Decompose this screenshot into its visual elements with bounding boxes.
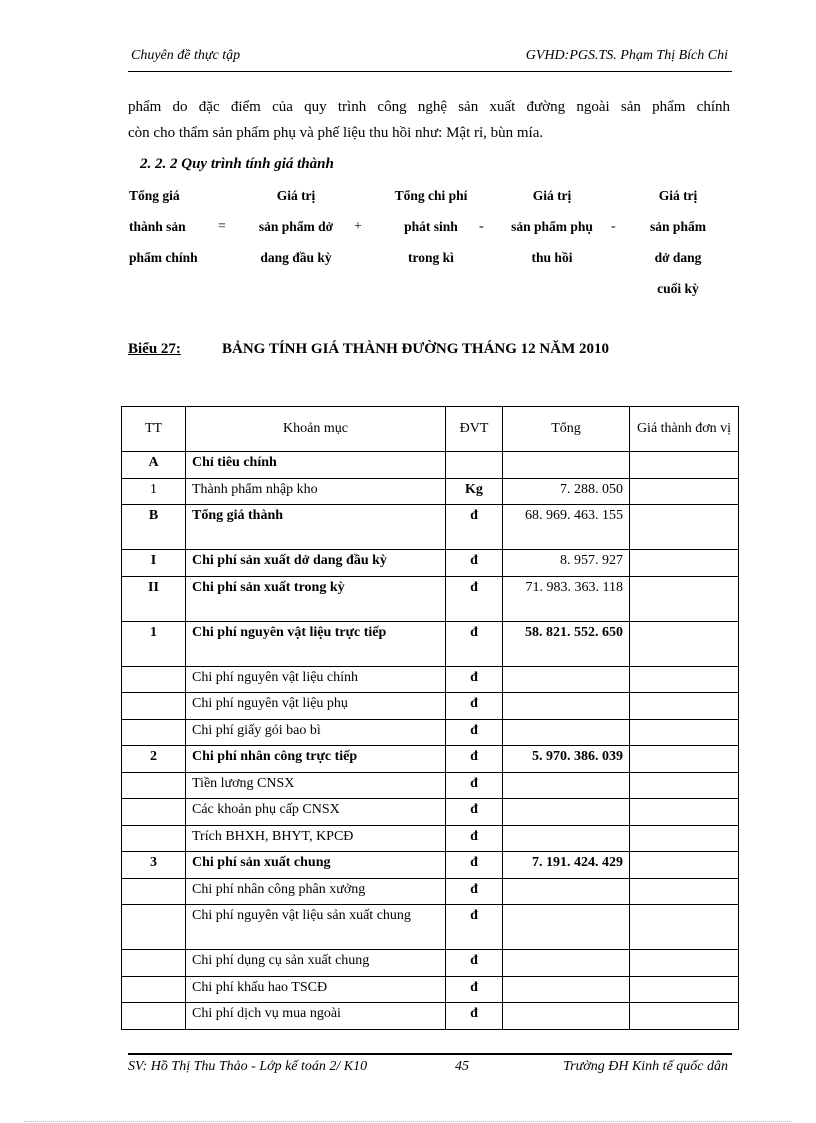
cell-total: [503, 666, 630, 693]
cell-tt: II: [122, 576, 186, 621]
cell-unit-cost: [630, 452, 739, 479]
footer-divider: [128, 1053, 732, 1055]
cell-item: Chi phí nguyên vật liệu phụ: [186, 693, 446, 720]
footer-student: SV: Hồ Thị Thu Thảo - Lớp kế toán 2/ K10: [128, 1059, 368, 1074]
cell-unit-cost: [630, 878, 739, 905]
cell-unit-cost: [630, 825, 739, 852]
cell-tt: [122, 976, 186, 1003]
table-caption: [128, 341, 609, 358]
formula-text: sản phẩm phụ: [511, 219, 593, 234]
header-unit: ĐVT: [446, 407, 503, 452]
cell-unit-cost: [630, 772, 739, 799]
cell-tt: [122, 878, 186, 905]
cell-unit: đ: [446, 825, 503, 852]
cell-tt: [122, 693, 186, 720]
table-row: [122, 825, 739, 852]
cell-tt: [122, 772, 186, 799]
cell-item: Chi phí giấy gói bao bì: [186, 719, 446, 746]
body-paragraph: [128, 94, 730, 146]
cell-total: [503, 905, 630, 950]
table-row: [122, 772, 739, 799]
caption-label: Biểu 27:: [128, 341, 181, 357]
formula-term-opening-wip: [248, 188, 344, 281]
formula-term-total-cost: [129, 188, 198, 281]
table-row: [122, 905, 739, 950]
formula-text: sản phẩm dở: [258, 219, 334, 234]
cell-tt: 3: [122, 852, 186, 879]
cell-total: 71. 983. 363. 118: [503, 576, 630, 621]
formula-text: Giá trị: [658, 188, 698, 203]
cell-unit: đ: [446, 693, 503, 720]
cell-tt: I: [122, 550, 186, 577]
cell-item: Chi phí nhân công phân xưởng: [186, 878, 446, 905]
formula-operator: -: [611, 219, 616, 234]
formula-text: thành sản: [129, 219, 186, 234]
table-row: [122, 621, 739, 666]
formula-term-closing-wip: [640, 188, 716, 312]
cell-unit-cost: [630, 576, 739, 621]
cell-unit: đ: [446, 666, 503, 693]
cell-total: 68. 969. 463. 155: [503, 505, 630, 550]
cell-total: [503, 452, 630, 479]
cell-unit: đ: [446, 746, 503, 773]
cell-unit: đ: [446, 505, 503, 550]
cell-item: Chi phí khấu hao TSCĐ: [186, 976, 446, 1003]
cell-unit: đ: [446, 852, 503, 879]
header-tt: TT: [122, 407, 186, 452]
cell-unit-cost: [630, 976, 739, 1003]
cell-unit: đ: [446, 799, 503, 826]
cell-tt: A: [122, 452, 186, 479]
cell-total: [503, 950, 630, 977]
cell-total: [503, 825, 630, 852]
cell-unit: đ: [446, 576, 503, 621]
cell-total: [503, 799, 630, 826]
cell-unit: [446, 452, 503, 479]
cell-tt: [122, 1003, 186, 1030]
cell-item: Chi phí nguyên vật liệu sản xuất chung: [186, 905, 446, 950]
cell-total: [503, 719, 630, 746]
cell-item: Các khoản phụ cấp CNSX: [186, 799, 446, 826]
cell-item: Trích BHXH, BHYT, KPCĐ: [186, 825, 446, 852]
table-header-row: [122, 407, 739, 452]
cell-unit-cost: [630, 505, 739, 550]
cell-tt: [122, 719, 186, 746]
formula-text: Tổng chi phí: [394, 188, 468, 203]
cell-unit: đ: [446, 905, 503, 950]
header-left: Chuyên đề thực tập: [131, 48, 241, 63]
cell-item: Chi phí dụng cụ sản xuất chung: [186, 950, 446, 977]
table-row: [122, 505, 739, 550]
formula-operator: -: [479, 219, 484, 234]
cell-unit: đ: [446, 976, 503, 1003]
cell-unit: đ: [446, 878, 503, 905]
formula-text: thu hồi: [531, 250, 573, 265]
table-row: [122, 719, 739, 746]
cell-item: Chi phí sản xuất chung: [186, 852, 446, 879]
table-row: [122, 878, 739, 905]
header-unit-cost: Giá thành đơn vị: [630, 407, 739, 452]
cell-total: [503, 976, 630, 1003]
table-row: [122, 666, 739, 693]
formula-text: dang đầu kỳ: [260, 250, 332, 265]
cell-unit: Kg: [446, 478, 503, 505]
cell-total: 58. 821. 552. 650: [503, 621, 630, 666]
formula-term-period-cost: [384, 188, 478, 281]
cell-total: 7. 288. 050: [503, 478, 630, 505]
cell-item: Chi phí dịch vụ mua ngoài: [186, 1003, 446, 1030]
cell-unit: đ: [446, 719, 503, 746]
cell-unit: đ: [446, 772, 503, 799]
cell-total: 7. 191. 424. 429: [503, 852, 630, 879]
cell-tt: [122, 799, 186, 826]
table-row: [122, 1003, 739, 1030]
table-body: [122, 452, 739, 1030]
cell-unit-cost: [630, 621, 739, 666]
cell-tt: [122, 666, 186, 693]
table-row: [122, 693, 739, 720]
formula-text: cuối kỳ: [657, 281, 699, 296]
paragraph-line: còn cho thẩm sản phẩm phụ và phế liệu thu hồi như: Mật rỉ, bùn mía.: [128, 125, 544, 141]
header-total: Tổng: [503, 407, 630, 452]
cell-tt: [122, 905, 186, 950]
cell-item: Tiền lương CNSX: [186, 772, 446, 799]
cell-tt: [122, 950, 186, 977]
cell-unit-cost: [630, 550, 739, 577]
cell-unit: đ: [446, 950, 503, 977]
cell-unit-cost: [630, 693, 739, 720]
cell-total: [503, 693, 630, 720]
cell-unit-cost: [630, 799, 739, 826]
cell-item: Thành phẩm nhập kho: [186, 478, 446, 505]
page-edge: [24, 1121, 792, 1122]
cell-tt: 2: [122, 746, 186, 773]
table-row: [122, 550, 739, 577]
table-row: [122, 852, 739, 879]
cell-tt: 1: [122, 478, 186, 505]
cell-item: Tổng giá thành: [186, 505, 446, 550]
table-row: [122, 950, 739, 977]
formula-text: phẩm chính: [129, 250, 198, 265]
section-title: 2. 2. 2 Quy trình tính giá thành: [140, 156, 334, 172]
cell-total: [503, 772, 630, 799]
table-row: [122, 799, 739, 826]
cell-unit-cost: [630, 719, 739, 746]
cell-unit-cost: [630, 666, 739, 693]
cell-total: 5. 970. 386. 039: [503, 746, 630, 773]
cell-tt: 1: [122, 621, 186, 666]
cell-total: 8. 957. 927: [503, 550, 630, 577]
header-item: Khoản mục: [186, 407, 446, 452]
cell-tt: [122, 825, 186, 852]
cell-item: Chi phí nguyên vật liệu trực tiếp: [186, 621, 446, 666]
formula-term-byproduct: [500, 188, 604, 281]
formula-operator: =: [218, 219, 226, 234]
cost-table: [121, 406, 739, 1030]
formula-text: Giá trị: [532, 188, 572, 203]
page-number: 45: [455, 1059, 469, 1074]
table-row: [122, 478, 739, 505]
header-divider: [128, 71, 732, 72]
formula-text: Tổng giá: [129, 188, 180, 203]
paragraph-line: phẩm do đặc điểm của quy trình công nghệ sản xuất đường ngoài sản phẩm chính: [128, 99, 730, 115]
formula-text: trong kì: [408, 250, 454, 265]
cell-unit: đ: [446, 550, 503, 577]
caption-title: BẢNG TÍNH GIÁ THÀNH ĐƯỜNG THÁNG 12 NĂM 2010: [222, 341, 609, 357]
cell-unit-cost: [630, 1003, 739, 1030]
cell-unit-cost: [630, 478, 739, 505]
cell-tt: B: [122, 505, 186, 550]
table-row: [122, 746, 739, 773]
cell-unit: đ: [446, 621, 503, 666]
cell-unit-cost: [630, 905, 739, 950]
cell-total: [503, 1003, 630, 1030]
formula-operator: +: [354, 219, 362, 234]
cell-item: Chi phí nhân công trực tiếp: [186, 746, 446, 773]
footer-school: Trường ĐH Kinh tế quốc dân: [563, 1059, 728, 1074]
header-right: GVHD:PGS.TS. Phạm Thị Bích Chi: [525, 48, 728, 63]
cell-item: Chi phí nguyên vật liệu chính: [186, 666, 446, 693]
cell-item: Chi phí sản xuất dở dang đầu kỳ: [186, 550, 446, 577]
formula-text: dở dang: [654, 250, 702, 265]
cell-total: [503, 878, 630, 905]
cell-unit-cost: [630, 852, 739, 879]
table-row: [122, 452, 739, 479]
cell-item: Chi phí sản xuất trong kỳ: [186, 576, 446, 621]
cell-unit-cost: [630, 746, 739, 773]
cell-item: Chỉ tiêu chính: [186, 452, 446, 479]
formula-text: sản phẩm: [650, 219, 706, 234]
table-row: [122, 976, 739, 1003]
table-row: [122, 576, 739, 621]
formula-text: phát sinh: [404, 219, 458, 234]
formula-text: Giá trị: [276, 188, 316, 203]
cell-unit-cost: [630, 950, 739, 977]
cell-unit: đ: [446, 1003, 503, 1030]
